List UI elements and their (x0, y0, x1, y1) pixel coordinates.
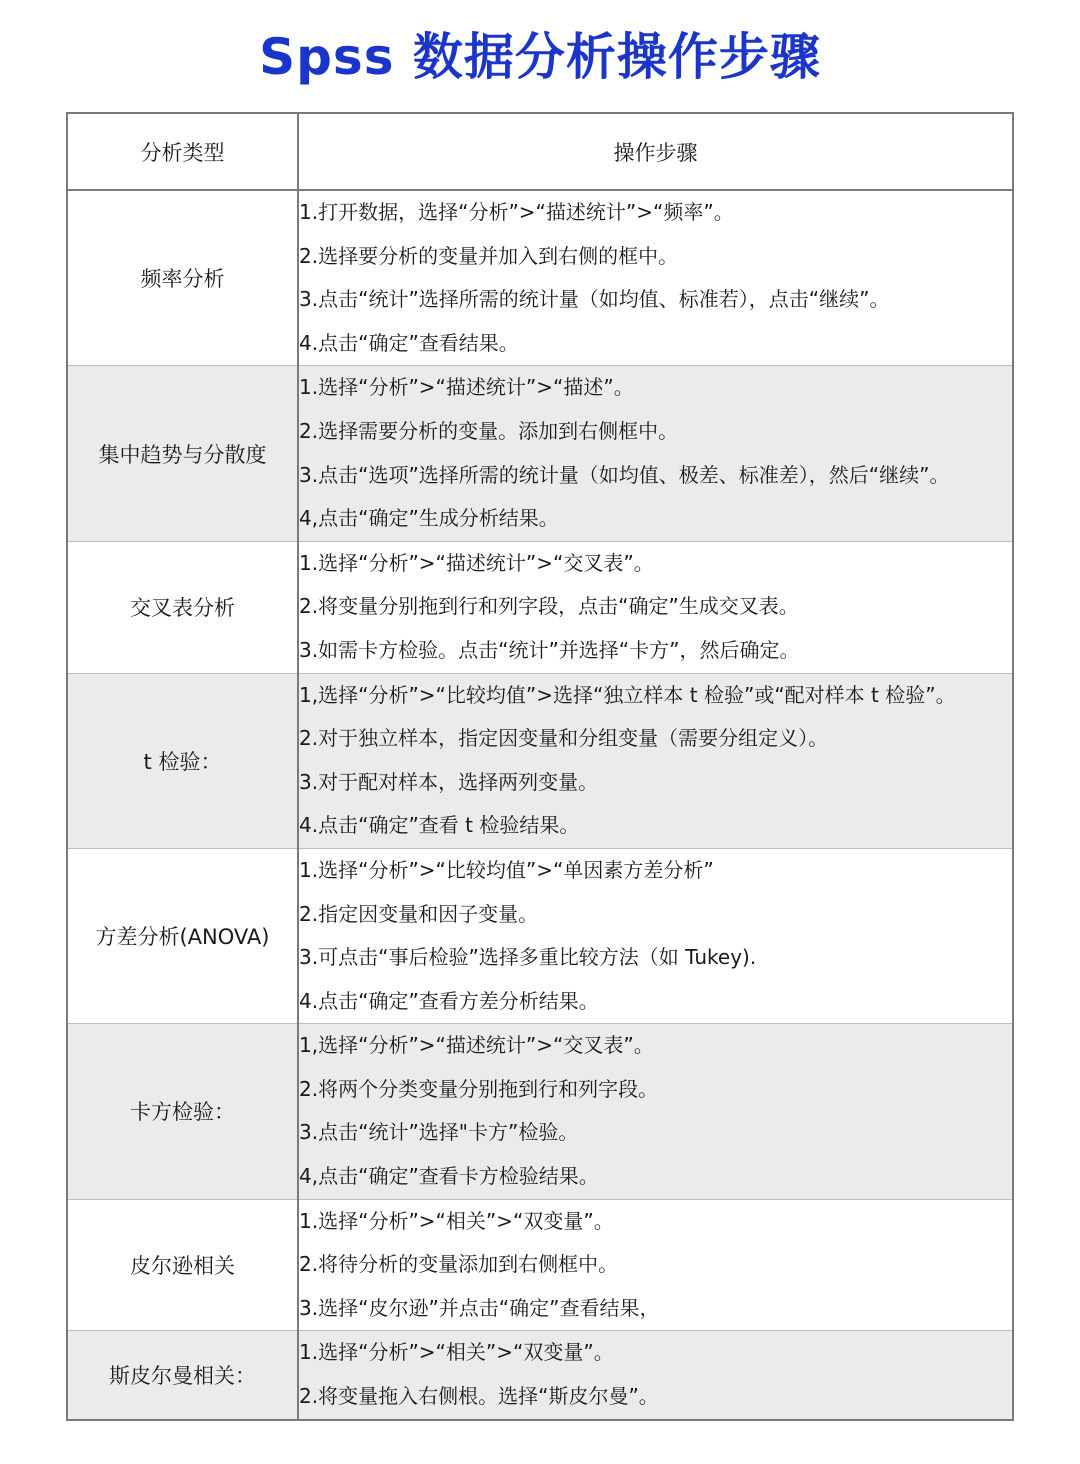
step-item: 4.点击“确定”查看结果。 (299, 330, 519, 355)
step-item: 2.指定因变量和因子变量。 (299, 901, 539, 926)
step-item: 3.点击“统计”选择所需的统计量（如均值、标准若），点击“继续”。 (299, 287, 890, 312)
analysis-type: 方差分析(ANOVA) (67, 848, 298, 1023)
operation-steps (298, 1199, 1013, 1331)
step-item: 3.点击“统计”选择"卡方”检验。 (299, 1120, 579, 1145)
step-item: 2.将变量分别拖到行和列字段，点击“确定”生成交叉表。 (299, 594, 799, 619)
table-row (67, 541, 1013, 673)
table-row (67, 1024, 1013, 1199)
step-item: 4,点击“确定”查看卡方检验结果。 (299, 1164, 599, 1189)
table-row (67, 848, 1013, 1023)
step-item: 3.点击“选项”选择所需的统计量（如均值、极差、标准差），然后“继续”。 (299, 462, 950, 487)
operation-steps (298, 673, 1013, 848)
step-item: 2.对于独立样本，指定因变量和分组变量（需要分组定义）。 (299, 726, 829, 751)
operation-steps (298, 1024, 1013, 1199)
step-item: 3.如需卡方检验。点击“统计”并选择“卡方”，然后确定。 (299, 637, 800, 662)
analysis-type: t 检验： (67, 673, 298, 848)
analysis-type: 频率分析 (67, 190, 298, 366)
operation-steps (298, 366, 1013, 541)
step-item: 2.将变量拖入右侧根。选择“斯皮尔曼”。 (299, 1384, 659, 1409)
analysis-type: 卡方检验： (67, 1024, 298, 1199)
analysis-type: 集中趋势与分散度 (67, 366, 298, 541)
step-item: 3.对于配对样本，选择两列变量。 (299, 769, 599, 794)
analysis-type: 交叉表分析 (67, 541, 298, 673)
step-item: 2.将待分析的变量添加到右侧框中。 (299, 1252, 619, 1277)
step-item: 4,点击“确定”生成分析结果。 (299, 506, 559, 531)
spss-steps-table (66, 112, 1014, 1421)
column-header-type: 分析类型 (67, 113, 298, 190)
step-item: 3.可点击“事后检验”选择多重比较方法（如 Tukey). (299, 945, 757, 970)
step-item: 1.选择“分析”>“描述统计”>“描述”。 (299, 375, 634, 400)
step-item: 1.选择“分析”>“相关”>“双变量”。 (299, 1340, 614, 1365)
table-row (67, 1199, 1013, 1331)
step-item: 1.选择“分析”>“比较均值”>“单因素方差分析” (299, 857, 714, 882)
page-title: Spss 数据分析操作步骤 (259, 28, 821, 86)
step-item: 4.点击“确定”查看方差分析结果。 (299, 988, 599, 1013)
step-item: 2.将两个分类变量分别拖到行和列字段。 (299, 1076, 659, 1101)
analysis-type: 斯皮尔曼相关： (67, 1331, 298, 1420)
column-header-steps: 操作步骤 (298, 113, 1013, 190)
operation-steps (298, 848, 1013, 1023)
analysis-type: 皮尔逊相关 (67, 1199, 298, 1331)
step-item: 4.点击“确定”查看 t 检验结果。 (299, 813, 580, 838)
table-row (67, 1331, 1013, 1420)
table-body (67, 190, 1013, 1420)
step-item: 1.选择“分析”>“描述统计”>“交叉表”。 (299, 550, 654, 575)
step-item: 1.打开数据，选择“分析”>“描述统计”>“频率”。 (299, 200, 734, 224)
operation-steps (298, 190, 1013, 366)
step-item: 2.选择需要分析的变量。添加到右侧框中。 (299, 418, 679, 443)
step-item: 2.选择要分析的变量并加入到右侧的框中。 (299, 243, 679, 268)
operation-steps (298, 1331, 1013, 1420)
step-item: 3.选择“皮尔逊”并点击“确定”查看结果， (299, 1295, 660, 1320)
operation-steps (298, 541, 1013, 673)
table-row (67, 673, 1013, 848)
table-row (67, 190, 1013, 366)
step-item: 1,选择“分析”>“比较均值”>选择“独立样本 t 检验”或“配对样本 t 检验”。 (299, 682, 956, 707)
table-row (67, 366, 1013, 541)
table-header (67, 113, 1013, 190)
step-item: 1,选择“分析”>“描述统计”>“交叉表”。 (299, 1033, 654, 1058)
step-item: 1.选择“分析”>“相关”>“双变量”。 (299, 1208, 614, 1233)
